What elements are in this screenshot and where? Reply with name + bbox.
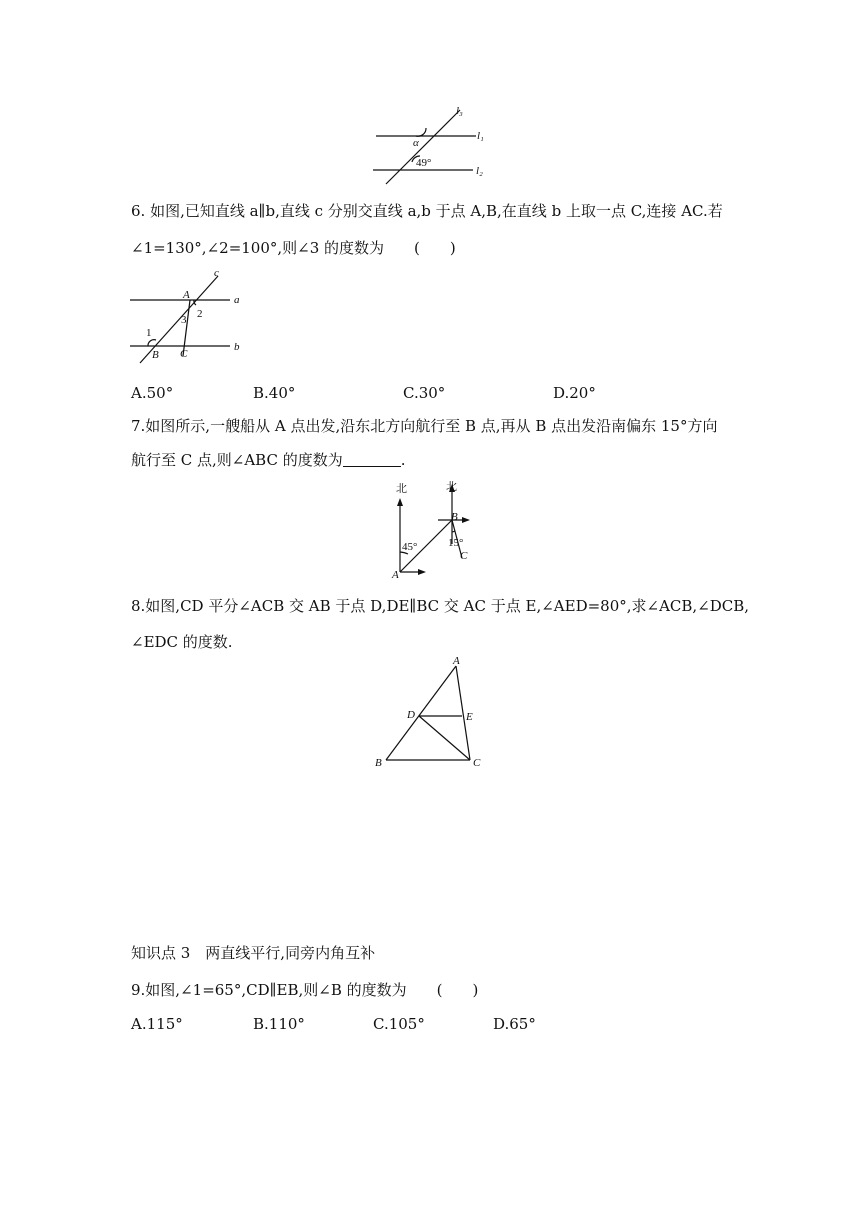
q7-text-line1: 7.如图所示,一艘船从 A 点出发,沿东北方向航行至 B 点,再从 B 点出发沿南偏东 15°方向 [131, 417, 718, 435]
label-angle-2: 2 [197, 308, 203, 320]
label-north-b: 北 [446, 480, 457, 493]
q9-text-line1: 9.如图,∠1=65°,CD∥EB,则∠B 的度数为 ( ) [131, 981, 479, 999]
q6-text-line2: ∠1=130°,∠2=100°,则∠3 的度数为 ( ) [131, 239, 456, 257]
q8-text-line1: 8.如图,CD 平分∠ACB 交 AB 于点 D,DE∥BC 交 AC 于点 E,∠AED=80°,求∠ACB,∠DCB, [131, 597, 750, 615]
q6-option-a[interactable]: A.50° [131, 384, 174, 402]
figure-q6 [126, 268, 256, 364]
label-B: B [451, 511, 458, 523]
label-a: a [234, 294, 240, 306]
q6-text-line1: 6. 如图,已知直线 a∥b,直线 c 分别交直线 a,b 于点 A,B,在直线 b 上取一点 C,连接 AC.若 [131, 202, 723, 220]
q7-answer-blank[interactable] [343, 452, 401, 467]
label-A: A [453, 655, 460, 667]
label-north-a: 北 [396, 482, 407, 495]
label-l1: l₁ [477, 130, 484, 142]
q7-text-line2 [131, 450, 406, 470]
label-angle-15: 15° [448, 537, 464, 549]
figure-q8 [370, 652, 490, 772]
label-l2: l₂ [476, 165, 483, 177]
label-E: E [466, 711, 473, 723]
label-angle-1: 1 [146, 327, 152, 339]
label-angle-3: 3 [181, 314, 187, 326]
label-B: B [152, 349, 159, 361]
q9-option-c[interactable]: C.105° [373, 1015, 425, 1033]
label-b: b [234, 341, 240, 353]
q7-text-line2-main: 航行至 C 点,则∠ABC 的度数为 [131, 451, 343, 469]
figure-parallel-transversal [360, 100, 500, 184]
label-C: C [473, 757, 481, 769]
section-title: 知识点 3 两直线平行,同旁内角互补 [131, 944, 376, 962]
q8-text-line2: ∠EDC 的度数. [131, 633, 233, 651]
label-l3: l₃ [456, 105, 463, 117]
q6-option-d[interactable]: D.20° [553, 384, 596, 402]
q9-option-b[interactable]: B.110° [253, 1015, 305, 1033]
label-C: C [460, 550, 468, 562]
label-alpha: α [413, 137, 419, 149]
q9-option-d[interactable]: D.65° [493, 1015, 536, 1033]
label-angle-49: 49° [416, 157, 432, 169]
q9-option-a[interactable]: A.115° [131, 1015, 183, 1033]
q7-text-line2-end: . [400, 451, 406, 469]
label-A: A [392, 569, 399, 581]
label-A: A [183, 289, 190, 301]
q6-option-b[interactable]: B.40° [253, 384, 296, 402]
label-angle-45: 45° [402, 541, 418, 553]
q6-option-c[interactable]: C.30° [403, 384, 446, 402]
label-D: D [407, 709, 415, 721]
label-C: C [180, 348, 188, 360]
label-B: B [375, 757, 382, 769]
figure-q7 [384, 478, 474, 582]
label-c: c [214, 267, 219, 279]
